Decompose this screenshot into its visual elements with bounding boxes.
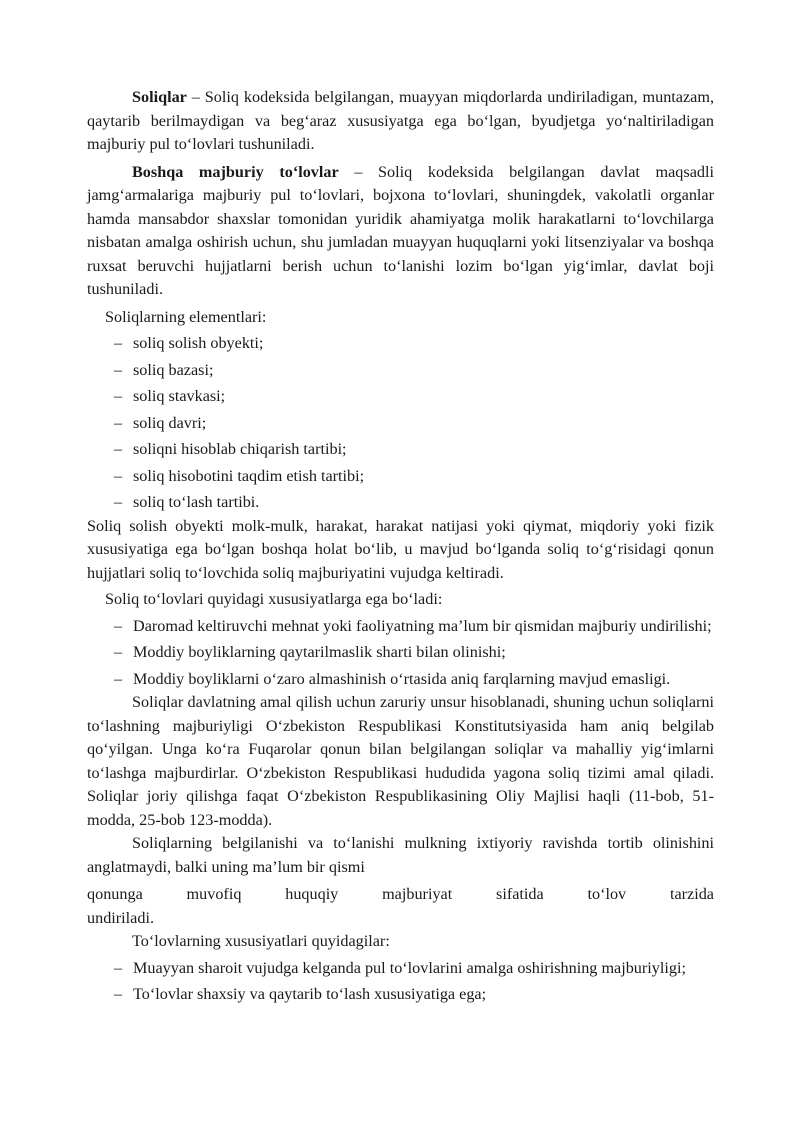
definition-soliqlar-text: – Soliq kodeksida belgilangan, muayyan miqdorlarda undiriladigan, muntazam, qaytarib berilmaydigan va beg‘araz xususiyatga ega bo‘lgan, byudjetga yo‘naltiriladigan majburiy pul to‘lovlari tushuniladi. <box>87 88 714 153</box>
list-item <box>114 332 714 356</box>
definition-boshqa-tolovlar-text: – Soliq kodeksida belgilangan davlat maqsadli jamg‘armalariga majburiy pul to‘lovlari, bojxona to‘lovlari, shuningdek, vakolatli organlar hamda mansabdor shaxslar tomonidan yuridik ahamiyatga molik harakatlarni to‘lovchilarga nisbatan amalga oshirish uchun, shu jumladan muayyan huquqlarni yoki litsenziyalar va boshqa ruxsat beruvchi hujjatlarni berish uchun to‘lanishi lozim bo‘lgan yig‘imlar, davlat boji tushuniladi. <box>87 162 714 298</box>
list-item <box>87 668 714 692</box>
list-item-text: Moddiy boyliklarni o‘zaro almashinish o‘rtasida aniq farqlarning mavjud emasligi. <box>133 669 671 688</box>
list-item-text: soliq hisobotini taqdim etish tartibi; <box>133 466 365 485</box>
dash-marker: – <box>114 334 123 352</box>
list-item-text: soliq stavkasi; <box>133 387 226 405</box>
dash-marker: – <box>114 669 123 688</box>
dash-marker: – <box>114 985 123 1003</box>
list-item-text: To‘lovlar shaxsiy va qaytarib to‘lash xususiyatiga ega; <box>133 985 487 1003</box>
paragraph-belgilanishi-line1: Soliqlarning belgilanishi va to‘lanishi mulkning ixtiyoriy ravishda tortib olinishini anglatmaydi, balki uning ma’lum bir qismi <box>87 834 714 876</box>
term-soliqlar: Soliqlar <box>132 88 187 106</box>
elements-heading: Soliqlarning elementlari: <box>105 307 267 326</box>
list-item-text: Moddiy boyliklarning qaytarilmaslik sharti bilan olinishi; <box>133 643 506 661</box>
definition-soliqlar <box>87 86 714 157</box>
list-item <box>87 615 714 639</box>
dash-marker: – <box>114 643 123 661</box>
dash-marker: – <box>114 466 123 485</box>
paragraph-belgilanishi-line3: undiriladi. <box>87 908 154 927</box>
list-item <box>114 359 714 383</box>
paragraph-belgilanishi-line2: qonunga muvofiq huquqiy majburiyat sifatida to‘lov tarzida <box>87 885 714 903</box>
list-item-text: soliq to‘lash tartibi. <box>133 493 260 511</box>
dash-marker: – <box>114 387 123 405</box>
paragraph-konstitutsiya: Soliqlar davlatning amal qilish uchun zaruriy unsur hisoblanadi, shuning uchun soliqlarni to‘lashning majburiyligi O‘zbekiston Respublikasi Konstitutsiyasida ham aniq belgilab qo‘yilgan. Unga ko‘ra Fuqarolar qonun bilan belgilangan soliqlar va mahalliy yig‘imlarni to‘lashga majburdirlar. O‘zbekiston Respublikasi hududida yagona soliq tizimi amal qiladi. Soliqlar joriy qilishga faqat O‘zbekiston Respublikasining Oliy Majlisi haqli (11-bob, 51-modda, 25-bob 123-modda). <box>87 693 714 829</box>
document-page <box>87 86 714 1007</box>
dash-marker: – <box>114 493 123 511</box>
list-item <box>114 412 714 436</box>
list-item-text: soliq bazasi; <box>133 360 214 379</box>
list-item-text: soliqni hisoblab chiqarish tartibi; <box>133 440 347 458</box>
paragraph-soliq-obyekti: Soliq solish obyekti molk-mulk, harakat, harakat natijasi yoki qiymat, miqdoriy yoki fizik xususiyatiga ega bo‘lgan boshqa holat bo‘lib, u mavjud bo‘lganda soliq to‘g‘risidagi qonun hujjatlari soliq to‘lovchida soliq majburiyatini vujudga keltiradi. <box>87 516 714 582</box>
dash-marker: – <box>114 616 123 635</box>
dash-marker: – <box>114 958 123 977</box>
list-item <box>114 465 714 489</box>
list-item <box>114 491 714 515</box>
list-item <box>114 385 714 409</box>
list-item-text: Daromad keltiruvchi mehnat yoki faoliyatning ma’lum bir qismidan majburiy undirilishi; <box>133 616 712 635</box>
list-item-text: soliq davri; <box>133 413 207 432</box>
dash-marker: – <box>114 413 123 432</box>
term-boshqa-tolovlar: Boshqa majburiy to‘lovlar <box>132 162 339 181</box>
list-item <box>87 641 714 665</box>
list-item-text: soliq solish obyekti; <box>133 334 264 352</box>
definition-boshqa-tolovlar <box>87 161 714 302</box>
features-heading: Soliq to‘lovlari quyidagi xususiyatlarga ega bo‘ladi: <box>105 590 443 608</box>
dash-marker: – <box>114 360 123 379</box>
list-item <box>114 438 714 462</box>
payments-heading: To‘lovlarning xususiyatlari quyidagilar: <box>132 932 390 950</box>
list-item-text: Muayyan sharoit vujudga kelganda pul to‘lovlarini amalga oshirishning majburiyligi; <box>133 958 686 977</box>
dash-marker: – <box>114 440 123 458</box>
list-item <box>87 983 714 1007</box>
list-item <box>87 957 714 981</box>
